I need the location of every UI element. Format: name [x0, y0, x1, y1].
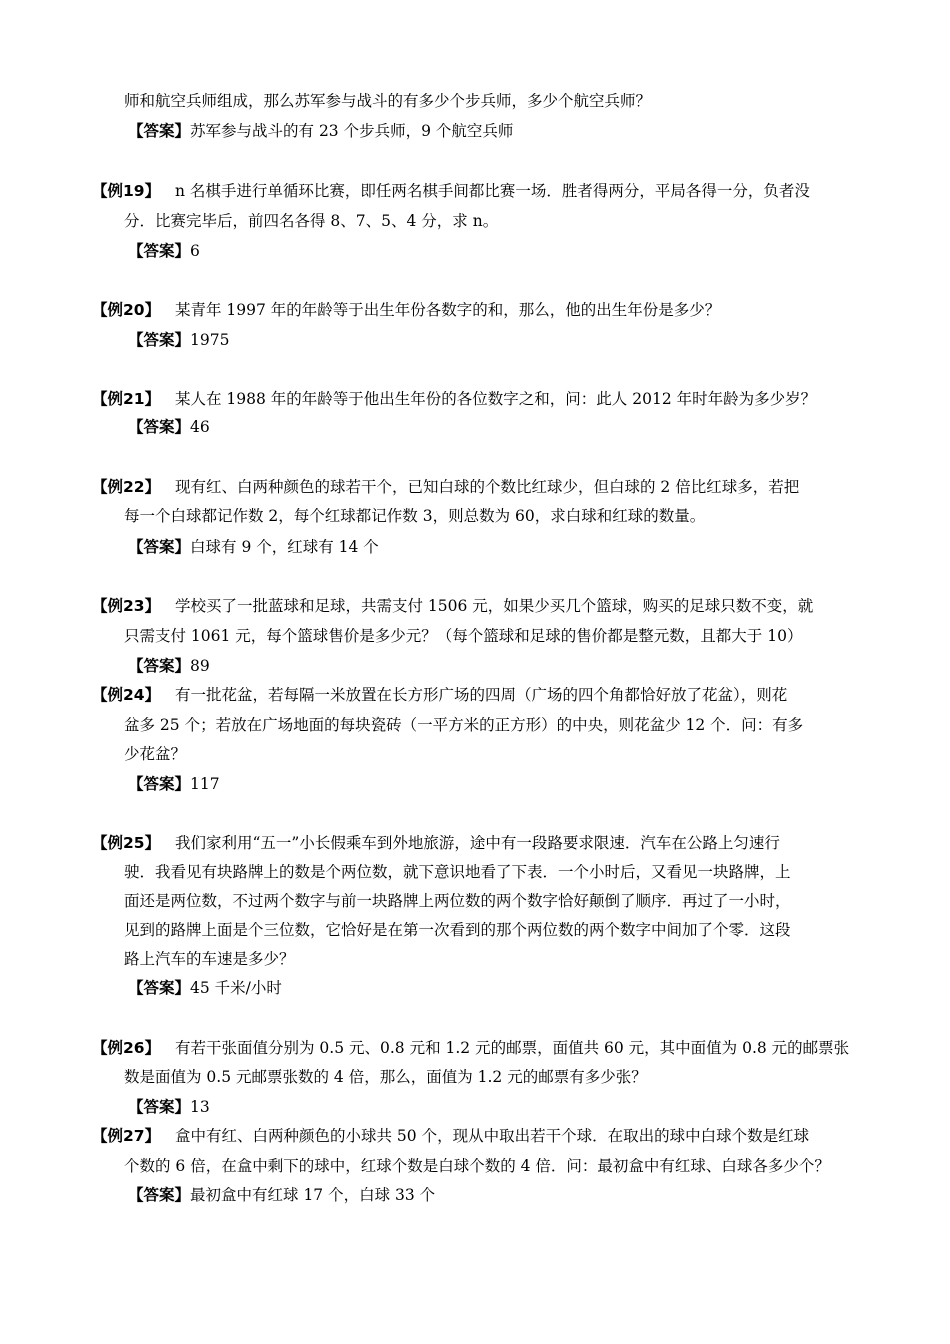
example-26-tag: 【例26】 [92, 1039, 161, 1057]
answer-label: 【答案】 [128, 979, 191, 997]
continuation-text: 师和航空兵师组成，那么苏军参与战斗的有多少个步兵师，多少个航空兵师？ [124, 92, 652, 110]
example-24-line-3: 少花盆？ [124, 745, 187, 763]
answer-value: 最初盒中有红球 17 个，白球 33 个 [190, 1186, 436, 1204]
example-27-tag: 【例27】 [92, 1127, 161, 1145]
example-22-line-1: 现有红、白两种颜色的球若干个，已知白球的个数比红球少，但白球的 2 倍比红球多，若把 [175, 478, 800, 496]
answer-label: 【答案】 [128, 122, 191, 140]
example-23-tag: 【例23】 [92, 597, 161, 615]
example-25-line-1: 我们家利用“五一”小长假乘车到外地旅游，途中有一段路要求限速．汽车在公路上匀速行 [175, 834, 780, 852]
example-22-tag: 【例22】 [92, 478, 161, 496]
example-22-line-2: 每一个白球都记作数 2，每个红球都记作数 3，则总数为 60，求白球和红球的数量。 [124, 507, 706, 525]
example-21-answer [128, 417, 210, 437]
answer-label: 【答案】 [128, 242, 191, 260]
example-21-line-1: 某人在 1988 年的年龄等于他出生年份的各位数字之和，问：此人 2012 年时年龄为多少岁？ [175, 390, 817, 408]
example-20-tag: 【例20】 [92, 301, 161, 319]
example-26-answer [128, 1097, 210, 1117]
example-23-line-1: 学校买了一批蓝球和足球，共需支付 1506 元，如果少买几个篮球，购买的足球只数不变，就 [175, 597, 814, 615]
example-23-answer [128, 656, 210, 676]
answer-label: 【答案】 [128, 657, 191, 675]
answer-value: 6 [190, 242, 200, 260]
answer-label: 【答案】 [128, 1098, 191, 1116]
continuation-answer [128, 121, 513, 141]
example-26-line-1: 有若干张面值分别为 0.5 元、0.8 元和 1.2 元的邮票，面值共 60 元，其中面值为 0.8 元的邮票张 [175, 1039, 850, 1057]
example-27-answer [128, 1185, 435, 1205]
example-20-answer [128, 330, 229, 350]
example-27-line-2: 个数的 6 倍，在盒中剩下的球中，红球个数是白球个数的 4 倍．问：最初盒中有红球、白球各多少个？ [124, 1157, 830, 1175]
example-25-answer [128, 978, 282, 998]
example-24-answer [128, 774, 220, 794]
example-23-line-2: 只需支付 1061 元，每个篮球售价是多少元？（每个篮球和足球的售价都是整元数，且都大于 10） [124, 627, 803, 645]
answer-value: 46 [190, 418, 210, 436]
answer-value: 89 [190, 657, 210, 675]
answer-label: 【答案】 [128, 775, 191, 793]
example-24-line-1: 有一批花盆，若每隔一米放置在长方形广场的四周（广场的四个角都恰好放了花盆），则花 [175, 686, 788, 704]
example-25-line-4: 见到的路牌上面是个三位数，它恰好是在第一次看到的那个两位数的两个数字中间加了个零．这段 [124, 921, 791, 939]
example-25-tag: 【例25】 [92, 834, 161, 852]
example-25-line-3: 面还是两位数，不过两个数字与前一块路牌上两位数的两个数字恰好颠倒了顺序．再过了一小时， [124, 892, 791, 910]
answer-value: 117 [190, 775, 220, 793]
answer-label: 【答案】 [128, 418, 191, 436]
example-26-line-2: 数是面值为 0.5 元邮票张数的 4 倍，那么，面值为 1.2 元的邮票有多少张？ [124, 1068, 647, 1086]
example-21-tag: 【例21】 [92, 390, 161, 408]
example-25-line-5: 路上汽车的车速是多少？ [124, 950, 295, 968]
example-24-tag: 【例24】 [92, 686, 161, 704]
answer-label: 【答案】 [128, 331, 191, 349]
example-19-line-2: 分．比赛完毕后，前四名各得 8、7、5、4 分，求 n。 [124, 212, 499, 230]
answer-value: 1975 [190, 331, 230, 349]
example-24-line-2: 盆多 25 个；若放在广场地面的每块瓷砖（一平方米的正方形）的中央，则花盆少 12 个．问：有多 [124, 716, 804, 734]
example-19-line-1: n 名棋手进行单循环比赛，即任两名棋手间都比赛一场．胜者得两分，平局各得一分，负者没 [175, 182, 810, 200]
answer-label: 【答案】 [128, 538, 191, 556]
example-25-line-2: 驶．我看见有块路牌上的数是个两位数，就下意识地看了下表．一个小时后，又看见一块路牌，上 [124, 863, 791, 881]
example-27-line-1: 盒中有红、白两种颜色的小球共 50 个，现从中取出若干个球．在取出的球中白球个数是红球 [175, 1127, 810, 1145]
example-19-tag: 【例19】 [92, 182, 161, 200]
answer-value: 13 [190, 1098, 210, 1116]
answer-value: 45 千米/小时 [190, 979, 282, 997]
answer-value: 苏军参与战斗的有 23 个步兵师，9 个航空兵师 [190, 122, 514, 140]
example-22-answer [128, 537, 379, 557]
answer-value: 白球有 9 个，红球有 14 个 [190, 538, 379, 556]
example-20-line-1: 某青年 1997 年的年龄等于出生年份各数字的和，那么，他的出生年份是多少？ [175, 301, 721, 319]
answer-label: 【答案】 [128, 1186, 191, 1204]
example-19-answer [128, 241, 200, 261]
